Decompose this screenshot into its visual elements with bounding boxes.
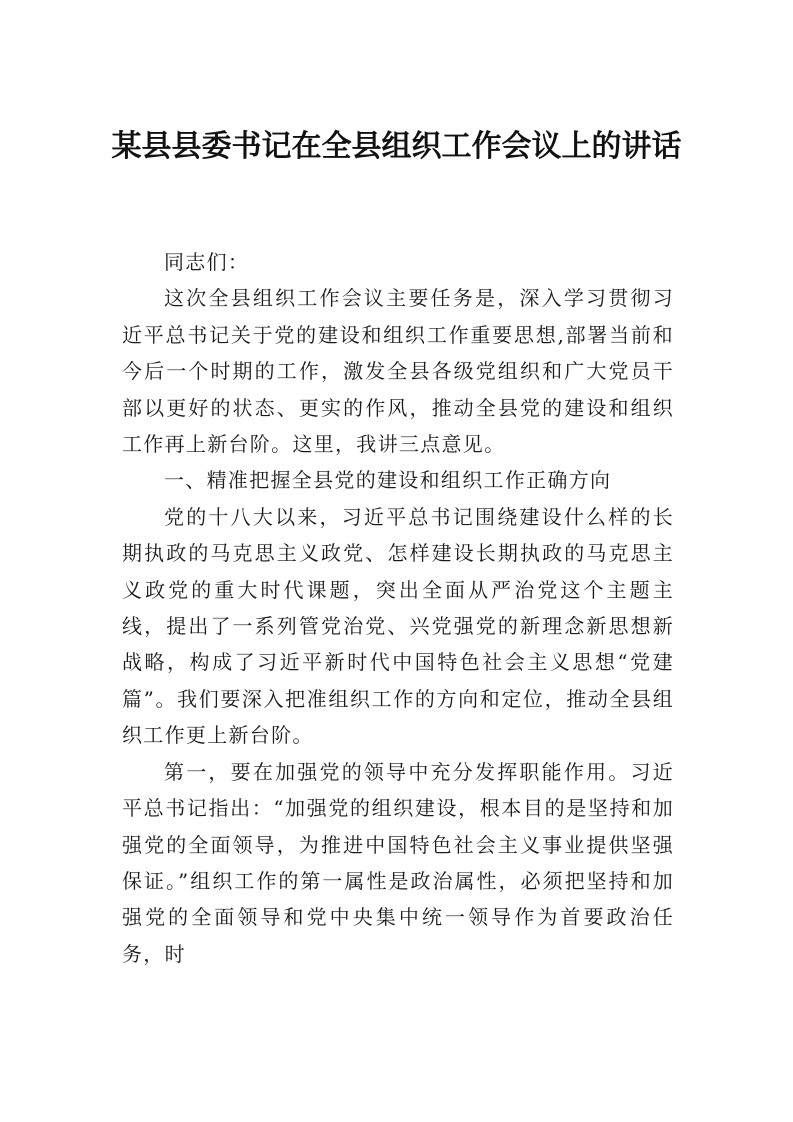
intro-paragraph: 这次全县组织工作会议主要任务是，深入学习贯彻习近平总书记关于党的建设和组织工作重要思想,部署当前和今后一个时期的工作，激发全县各级党组织和广大党员干部以更好的状态、更实的作风，推动全县党的建设和组织工作再上新台阶。这里，我讲三点意见。 xyxy=(122,286,674,457)
body-paragraph: 第一，要在加强党的领导中充分发挥职能作用。习近平总书记指出：“加强党的组织建设，根本目的是坚持和加强党的全面领导，为推进中国特色社会主义事业提供坚强保证。”组织工作的第一属性是政治属性，必须把坚持和加强党的全面领导和党中央集中统一领导作为首要政治任务，时 xyxy=(122,759,674,966)
salutation-paragraph: 同志们： xyxy=(164,250,250,274)
document-body xyxy=(122,244,674,972)
section-heading: 一、精准把握全县党的建设和组织工作正确方向 xyxy=(164,468,612,493)
document-title: 某县县委书记在全县组织工作会议上的讲话 xyxy=(111,129,682,164)
body-paragraph: 党的十八大以来，习近平总书记围绕建设什么样的长期执政的马克思主义政党、怎样建设长期执政的马克思主义政党的重大时代课题，突出全面从严治党这个主题主线，提出了一系列管党治党、兴党强党的新理念新思想新战略，构成了习近平新时代中国特色社会主义思想“党建篇”。我们要深入把准组织工作的方向和定位，推动全县组织工作更上新台阶。 xyxy=(122,504,674,748)
